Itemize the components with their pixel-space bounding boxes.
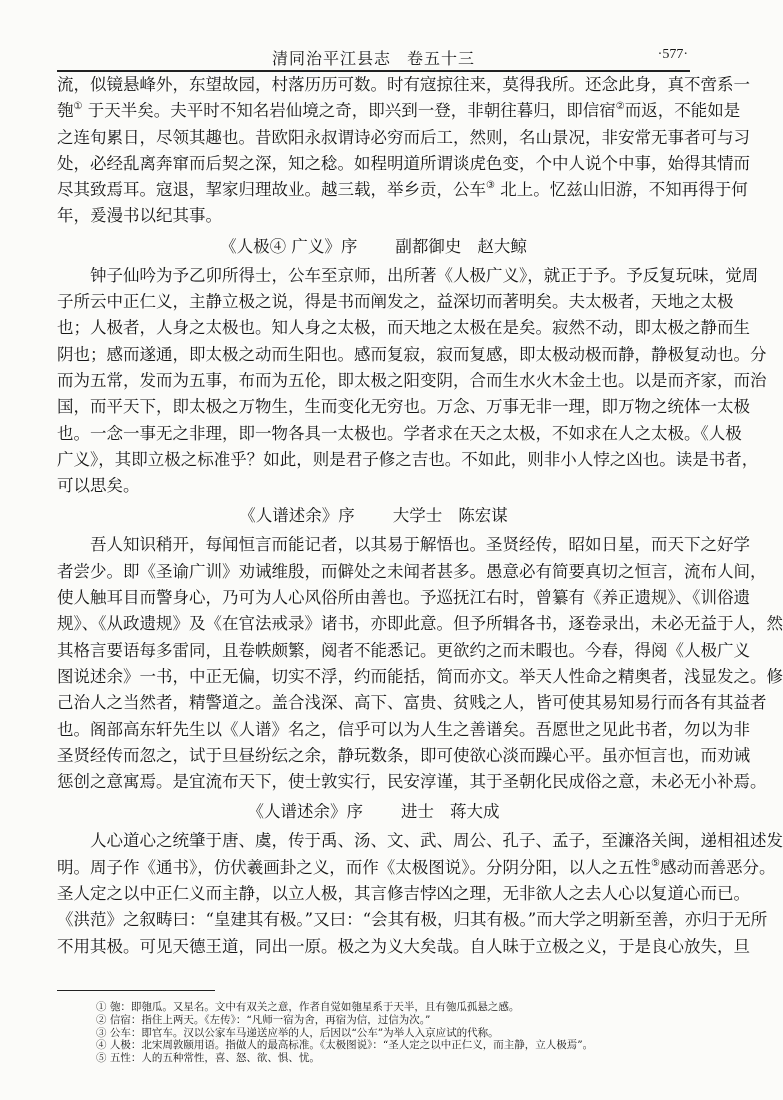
text-line: 年，爰漫书以纪其事。 [57,206,222,226]
text-line: 钟子仙吟为予乙卯所得士，公车至京师，出所著《人极广义》，就正于予。予反复玩味，觉周 [90,265,759,285]
footnote: ④ 人极：北宋周敦颐用语。指做人的最高标准。《太极图说》：“圣人定之以中正仁义，而主静，立人极焉”。 [96,1039,594,1052]
text-line: 者尝少。即《圣谕广训》劝诫维殷，而僻处之未闻者甚多。愚意必有简要真切之恒言，流布人间， [57,561,767,581]
text-line: 圣人定之以中正仁义而主静，以立人极，其言修吉悖凶之理，无非欲人之去人心以复道心而已。 [57,884,750,904]
text-line: 阴也；感而遂通，即太极之动而生阳也。感而复寂，寂而复感，即太极动极而静，静极复动也。分 [57,344,767,364]
author-rank: 进士 [401,802,434,822]
text-line: 也。一念一事无之非理，即一物各具一太极也。学者求在天之太极，不如求在人之太极。《人极 [57,423,742,443]
text-line: 规》、《从政遗规》及《在官法戒录》诸书，亦即此意。但予所辑各书，逐卷录出，未必无益于人，然 [57,614,783,634]
text-line: 子所云中正仁义，主静立极之说，得是书而阐发之，益深切而著明矣。夫太极者，天地之太极 [57,292,734,312]
text-line: 也；人极者，人身之太极也。知人身之太极，而天地之太极在是矣。寂然不动，即太极之静而生 [57,318,750,338]
footnote-reference: ⑤ [651,857,660,869]
text-line: 己治人之当然者，精警道之。盖合浅深、高下、富贵、贫贱之人，皆可使其易知易行而各有其益者 [57,693,767,713]
footnote: ② 信宿：指住上两天。《左传》：“凡师一宿为舍，再宿为信，过信为次。” [96,1013,431,1026]
author-name: 赵大鲸 [477,236,527,256]
text-line: 也。阁部高东轩先生以《人谱》名之，信乎可以为人生之善谱矣。吾愿世之见此书者，勿以为非 [57,719,750,739]
text-line: 明。周子作《通书》，仿伏羲画卦之义，而作《太极图说》。分阴分阳，以人之五性⑤感动而善恶分。 [57,857,776,877]
text-line: 匏① 于天半矣。夫平时不知名岩仙境之奇，即兴到一登，非朝往暮归，即信宿②而返，不能如是 [57,101,741,121]
text-line: 图说述余》一书，中正无偏，切实不浮，约而能括，简而亦文。举天人性命之精奥者，浅显发之。修 [57,666,783,686]
text-line: 人心道心之统肇于唐、虞，传于禹、汤、文、武、周公、孔子、孟子，至濂洛关闽，递相祖述发 [90,831,783,851]
text-line: 其格言要语每多雷同，且卷帙颇繁，阅者不能悉记。更欲约之而未暇也。今春，得阅《人极广义 [57,640,750,660]
footnote-reference: ② [615,101,625,113]
header-title [57,46,690,69]
paragraph [57,532,783,795]
text-line: 处，必经乱离奔窜而后契之深，知之稔。如程明道所谓谈虎色变，个中人说个中事，始得其情而 [57,153,750,173]
paragraph [57,72,750,230]
preface-title: 《人极④ 广义》序 [220,236,358,256]
preface-title: 《人谱述余》序 [247,802,363,822]
paragraph [57,828,783,959]
paragraph [57,263,767,500]
preface-title: 《人谱述余》序 [239,506,355,526]
footnote: ⑤ 五性：人的五种常性，喜、怒、欲、惧、忧。 [96,1052,320,1065]
section-title [57,499,690,532]
footnotes [96,1001,593,1065]
footnote: ① 匏：即匏瓜。又星名。文中有双关之意，作者自觉如匏星系于天半，且有匏瓜孤悬之感。 [96,1001,520,1013]
text-line: 国，而平天下，即太极之万物生，生而变化无穷也。万念、万事无非一理，即万物之统体一太极 [57,397,750,417]
footnote-reference: ③ [486,180,495,192]
author-rank: 大学士 [392,506,443,526]
text-line: 流，似镜悬峰外，东望故园，村落历历可数。时有寇掠往来，莫得我所。还念此身，真不啻系一 [57,75,750,94]
text-line: 可以思矣。 [57,476,140,496]
section-title [57,230,690,263]
text-line: 《洪范》之叙畴曰：“皇建其有极。”又曰：“会其有极，归其有极。”而大学之明新至善，亦归于无所 [57,910,768,930]
text-line: 吾人知识稍开，每闻恒言而能记者，以其易于解悟也。圣贤经传，昭如日星，而天下之好学 [90,535,750,555]
text-line: 广义》，其即立极之标准乎？如此，则是君子修之吉也。不如此，则非小人悖之凶也。读是书者， [57,449,759,469]
book-title: 清同治平江县志 [271,49,391,68]
author-name: 陈宏谋 [458,506,508,526]
author-rank: 副都御史 [395,236,462,256]
section-title [57,795,690,828]
text-line: 圣贤经传而忽之，试于旦昼纷纭之余，静玩数条，即可使欲心淡而躁心平。虽亦恒言也，而劝诫 [57,745,750,765]
footnote-reference: ① [73,101,83,113]
page-number: ·577· [657,47,688,62]
text-line: 而为五常，发而为五事，布而为五伦，即太极之阳变阴，合而生水火木金土也。以是而齐家，而治 [57,370,767,390]
text-line: 使人触耳目而警身心，乃可为人心风俗所由善也。予巡抚江右时，曾纂有《养正遗规》、《训俗遗 [57,588,750,608]
author-name: 蒋大成 [450,802,500,822]
running-header [57,44,690,72]
text-line: 不用其极。可见天德王道，同出一原。极之为义大矣哉。自人昧于立极之义，于是良心放失，旦 [57,936,750,956]
text-line: 之连旬累日，尽领其趣也。昔欧阳永叔谓诗必穷而后工，然则，名山景况，非安常无事者可与习 [57,127,750,147]
text-line: 尽其致焉耳。寇退，挈家归理故业。越三载，举乡贡，公车③ 北上。忆兹山旧游，不知再得于何 [57,180,748,200]
text-line: 惩创之意寓焉。是宜流布天下，使士敦实行，民安淳谨，其于圣朝化民成俗之意，未必无小补焉。 [57,772,767,792]
volume-label: 卷五十三 [407,49,476,68]
footnote-divider [57,990,215,991]
page-body [57,72,783,960]
footnote: ③ 公车：即官车。汉以公家车马递送应举的人，后因以“公车”为举人入京应试的代称。 [96,1026,499,1039]
